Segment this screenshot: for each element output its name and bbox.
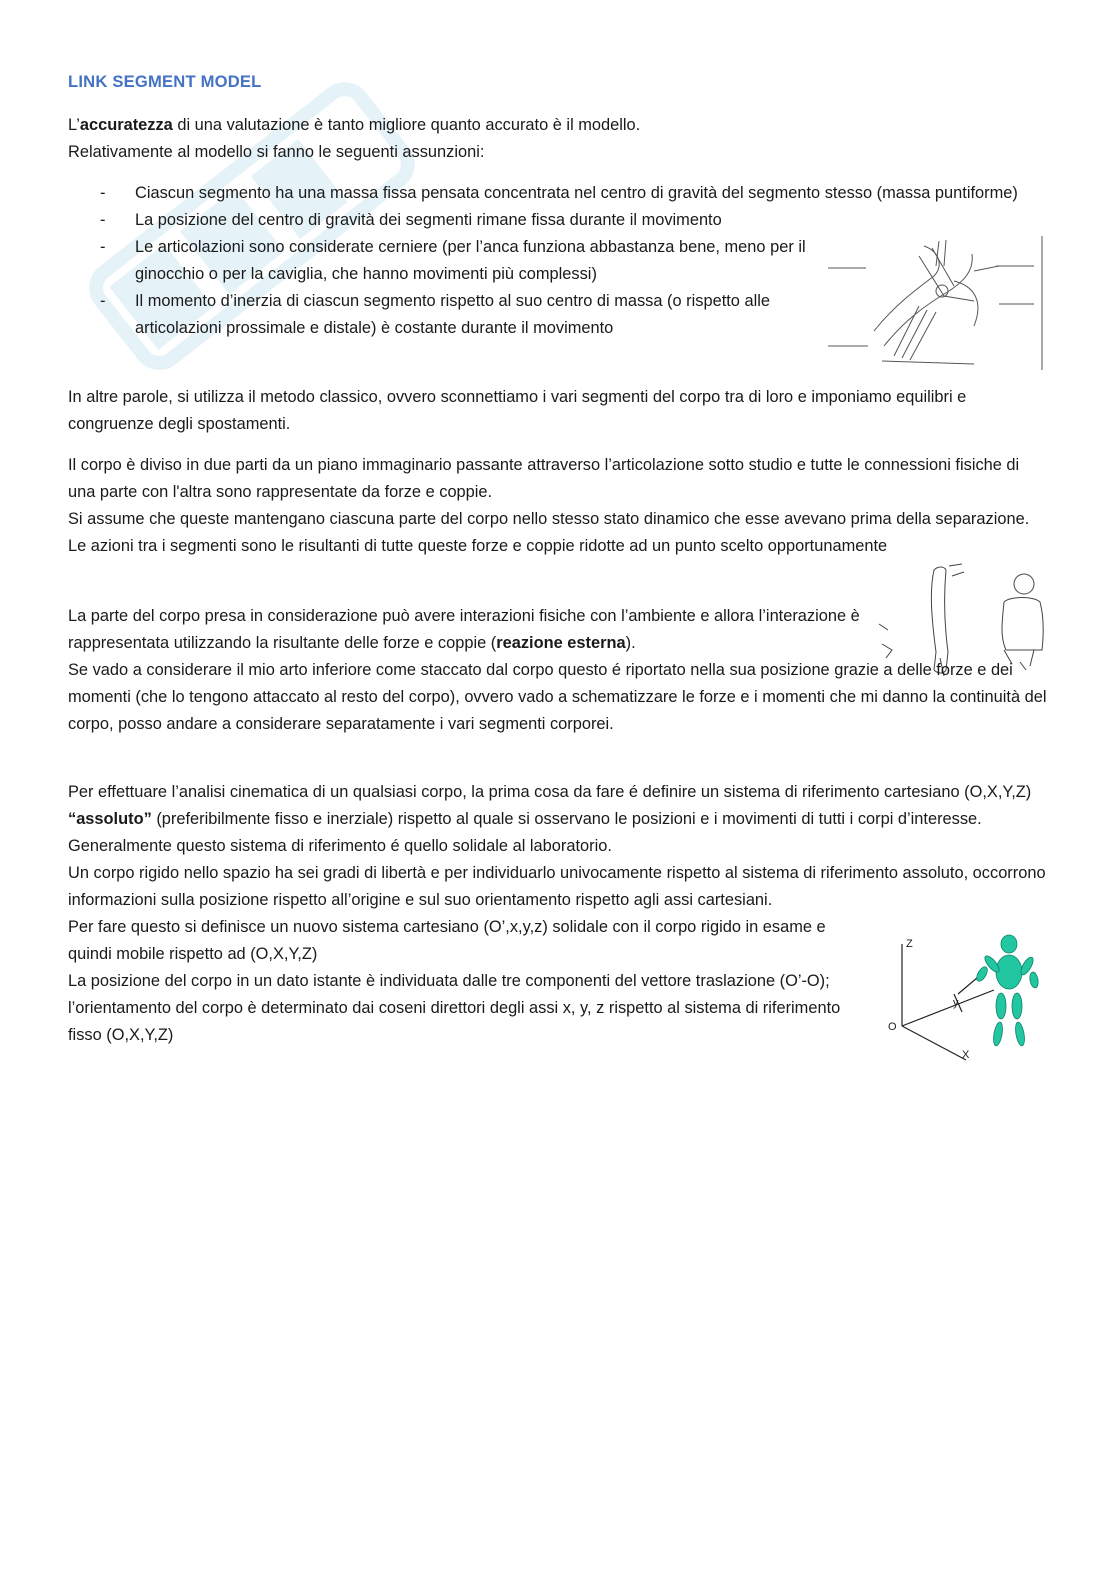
list-item: - La posizione del centro di gravità dei segmenti rimane fissa durante il movimento — [98, 207, 825, 234]
origin-label: O — [888, 1021, 897, 1033]
page-title: LINK SEGMENT MODEL — [68, 72, 262, 91]
axis-z-label: Z — [906, 938, 913, 950]
axis-x-label: X — [962, 1049, 970, 1061]
joint-forces-illustration — [824, 236, 1046, 372]
axis-y-label: y — [953, 997, 959, 1009]
paragraph-analisi-cinematica: Per effettuare l’analisi cinematica di un qualsiasi corpo, la prima cosa da fare é definire un sistema di riferimento cartesiano (O,X,Y,Z) “assoluto” (preferibilmente fisso e inerziale) rispetto al quale si osservano le posizioni e i movimenti di tutti i corpi d’interesse. Generalmente questo sistema di riferimento é quello solidale al laboratorio. Un corpo rigido nello spazio ha sei gradi di libertà e per individuarlo univocamente rispetto al sistema di riferimento assoluto, occorrono informazioni sulla posizione rispetto all’origine e sul suo orientamento rispetto agli assi cartesiani. Per fare questo si definisce un nuovo sistema cartesiano (O’,x,y,z) solidale con il corpo rigido in esame e quindi mobile rispetto ad (O,X,Y,Z) La posizione del corpo in un dato istante è individuata dalle tre componenti del vettore traslazione (O’-O); l’orientamento del corpo è determinato dai coseni direttori degli assi x, y, z rispetto al sistema di riferimento fisso (O,X,Y,Z) — [68, 783, 1046, 1044]
list-item: - Ciascun segmento ha una massa fissa pensata concentrata nel centro di gravità del segmento stesso (massa puntiforme) — [98, 180, 1038, 207]
list-item: - Le articolazioni sono considerate cerniere (per l’anca funziona abbastanza bene, meno per il ginocchio o per la caviglia, che hanno movimenti più complessi) — [98, 234, 825, 288]
intro-paragraph: L’accuratezza di una valutazione è tanto migliore quanto accurato è il modello. Relativamente al modello si fanno le seguenti assunzioni: — [68, 116, 641, 161]
list-item: - Il momento d’inerzia di ciascun segmento rispetto al suo centro di massa (o rispetto alle articolazioni prossimale e distale) è costante durante il movimento — [98, 288, 825, 342]
reference-frame-illustration — [884, 934, 1044, 1068]
paragraph-metodo-classico: In altre parole, si utilizza il metodo classico, ovvero sconnettiamo i vari segmenti del corpo tra di loro e imponiamo equilibri e congruenze degli spostamenti. — [68, 388, 967, 433]
paragraph-corpo-diviso: Il corpo è diviso in due parti da un piano immaginario passante attraverso l’articolazione sotto studio e tutte le connessioni fisiche di una parte con l'altra sono rappresentate da forze e coppie. Si assume che queste mantengano ciascuna parte del corpo nello stesso stato dinamico che esse avevano prima della separazione. Le azioni tra i segmenti sono le risultanti di tutte queste forze e coppie ridotte ad un punto scelto opportunamente — [68, 456, 1030, 555]
paragraph-reazione-esterna: La parte del corpo presa in considerazione può avere interazioni fisiche con l’ambiente e allora l’interazione è rappresentata utilizzando la risultante delle forze e coppie (reazione esterna). Se vado a considerare il mio arto inferiore come staccato dal corpo questo é riportato nella sua posizione grazie a delle forze e dei momenti (che lo tengono attaccato al resto del corpo), ovvero vado a schematizzare le forze e i momenti che mi danno la continuità del corpo, posso andare a considerare separatamente i vari segmenti corporei. — [68, 607, 1047, 733]
